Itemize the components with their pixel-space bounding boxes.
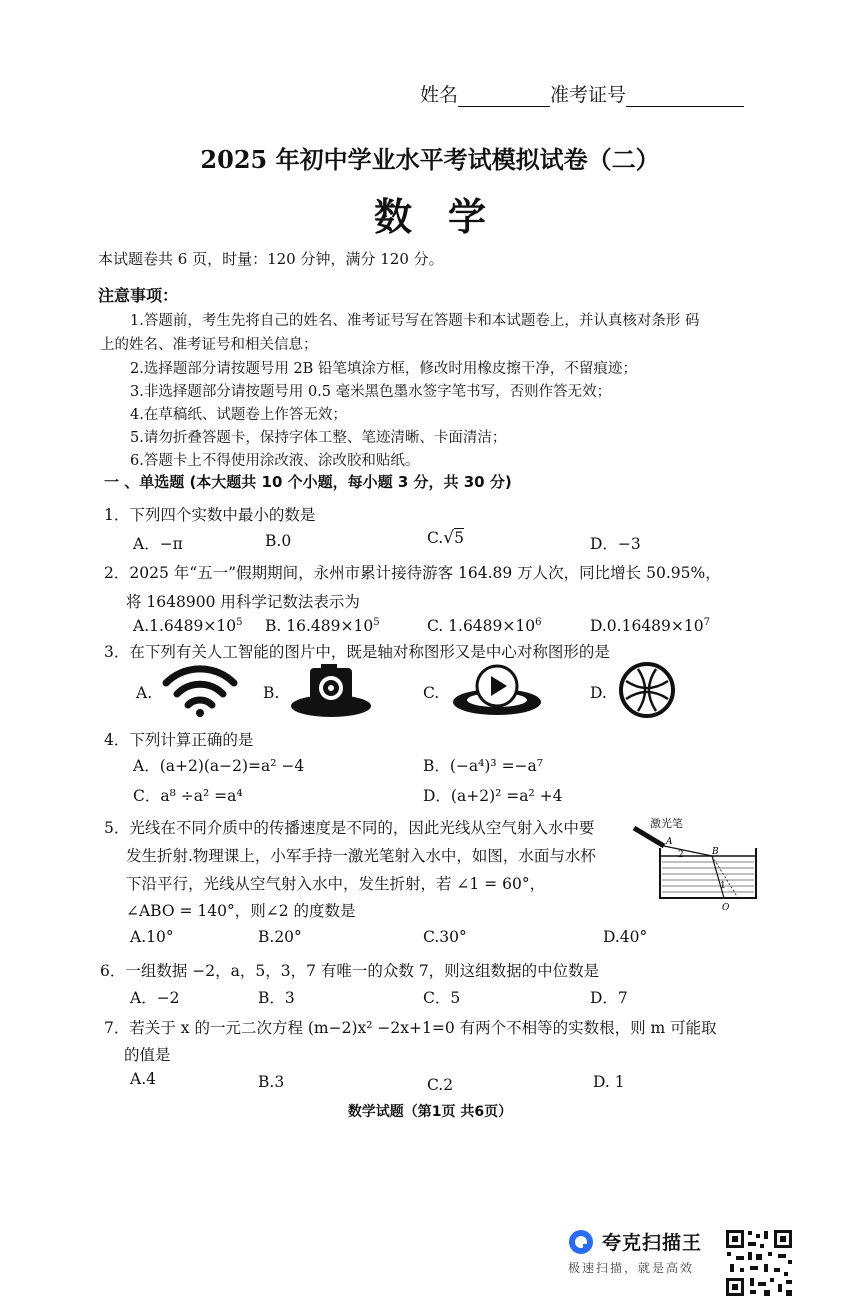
- scanner-slogan: 极速扫描，就是高效: [568, 1261, 695, 1275]
- note-item: 2.选择题部分请按题号用 2B 铅笔填涂方框，修改时用橡皮擦干净，不留痕迹；: [130, 361, 637, 377]
- exam-title: 2025 年初中学业水平考试模拟试卷（二）: [200, 145, 660, 174]
- q4-option-a: A．(a+2)(a−2)=a² −4: [133, 757, 305, 775]
- svg-text:2: 2: [678, 850, 684, 860]
- question-2-stem: 2．2025 年“五一”假期期间，永州市累计接待游客 164.89 万人次，同比增长 50.95%，: [104, 564, 721, 582]
- question-6-stem: 6．一组数据 −2，a，5，3，7 有唯一的众数 7，则这组数据的中位数是: [100, 962, 600, 980]
- id-blank: [626, 86, 744, 107]
- camera-icon: [290, 662, 372, 718]
- note-item: 3.非选择题部分请按题号用 0.5 毫米黑色墨水签字笔书写，否则作答无效；: [130, 384, 612, 400]
- q2-option-c: C. $1.6489\times 10^6$: [427, 617, 542, 636]
- q6-option-d: D．7: [590, 989, 628, 1007]
- question-5-line: 发生折射.物理课上，小军手持一激光笔射入水中，如图，水面与水杯: [126, 847, 596, 865]
- q6-option-b: B．3: [258, 989, 295, 1007]
- q7-option-b: B.3: [258, 1073, 285, 1091]
- q2-option-b: B. $16.489\times 10^5$: [265, 617, 380, 636]
- question-7-line: 的值是: [124, 1046, 171, 1064]
- svg-text:O: O: [722, 903, 730, 912]
- q2-option-d: $D.0.16489\times 10^7$: [590, 617, 710, 636]
- q5-option-b: B.20°: [258, 928, 302, 946]
- question-4-stem: 4．下列计算正确的是: [104, 731, 254, 749]
- scanner-brand-name: 夸克扫描王: [602, 1232, 703, 1254]
- question-7-line: 7．若关于 x 的一元二次方程 (m−2)x² −2x+1=0 有两个不相等的实数根，则 m 可能取: [104, 1019, 717, 1037]
- q6-option-c: C．5: [423, 989, 461, 1007]
- refraction-diagram: [628, 826, 768, 912]
- q1-option-a: A．−π: [133, 535, 183, 553]
- q5-option-c: C.30°: [423, 928, 467, 946]
- qr-code-icon[interactable]: [724, 1228, 794, 1298]
- q7-option-d: D. 1: [593, 1073, 625, 1091]
- notes-heading: 注意事项：: [98, 286, 179, 305]
- section-heading: 一 、单选题 (本大题共 10 个小题，每小题 3 分，共 30 分): [104, 473, 512, 491]
- q2-option-a: $A.1.6489\times 10^5$: [133, 617, 243, 636]
- question-3-stem: 3．在下列有关人工智能的图片中，既是轴对称图形又是中心对称图形的是: [104, 643, 610, 661]
- note-item: 5.请勿折叠答题卡，保持字体工整、笔迹清晰、卡面清洁；: [130, 430, 507, 446]
- play-button-icon: [451, 662, 543, 718]
- svg-text:1: 1: [720, 881, 726, 891]
- q4-option-b: B．(−a⁴)³ =−a⁷: [423, 757, 543, 775]
- q6-option-a: A．−2: [130, 989, 180, 1007]
- question-2-stem-cont: 将 1648900 用科学记数法表示为: [126, 593, 360, 611]
- scanner-watermark: [568, 1228, 702, 1276]
- q4-option-d: D．(a+2)² =a² +4: [423, 787, 563, 805]
- name-blank: [458, 86, 550, 107]
- wifi-icon: [162, 665, 238, 717]
- id-label: 准考证号: [550, 84, 627, 106]
- note-item: 6.答题卡上不得使用涂改液、涂改胶和贴纸。: [130, 453, 420, 469]
- subject-title: 数学: [373, 194, 522, 239]
- q1-option-d: D．−3: [590, 535, 641, 553]
- q4-option-c: C．a⁸ ÷a² =a⁴: [133, 787, 243, 805]
- candidate-info-header: [420, 80, 744, 107]
- note-item: 4.在草稿纸、试题卷上作答无效；: [130, 407, 347, 423]
- q3-option-b-label: B.: [263, 684, 280, 702]
- exam-intro: 本试题卷共 6 页，时量：120 分钟，满分 120 分。: [98, 250, 444, 268]
- name-label: 姓名: [420, 84, 459, 106]
- scanner-logo-icon: [568, 1229, 594, 1255]
- question-1-stem: 1．下列四个实数中最小的数是: [104, 506, 316, 524]
- q3-option-c-label: C.: [423, 684, 440, 702]
- q5-option-a: A.10°: [130, 928, 174, 946]
- svg-text:A: A: [666, 837, 673, 847]
- note-item: 上的姓名、准考证号和相关信息；: [100, 337, 318, 353]
- page-footer: 数学试题（第1页 共6页）: [347, 1104, 513, 1120]
- q5-option-d: D.40°: [603, 928, 648, 946]
- question-5-line: 5．光线在不同介质中的传播速度是不同的，因此光线从空气射入水中要: [104, 819, 595, 837]
- laser-label: 激光笔: [650, 817, 683, 830]
- q7-option-a: A.4: [130, 1070, 156, 1088]
- globe-icon: [618, 661, 676, 719]
- q3-option-d-label: D.: [590, 684, 607, 702]
- note-item: 1.答题前，考生先将自己的姓名、准考证号写在答题卡和本试题卷上，并认真核对条形 码: [130, 313, 700, 329]
- svg-text:B: B: [712, 847, 719, 857]
- question-5-line: 下沿平行，光线从空气射入水中，发生折射，若 ∠1 = 60°，: [126, 875, 546, 893]
- q1-option-b: B.0: [265, 532, 292, 550]
- q1-option-c: C.√5: [427, 528, 464, 548]
- q3-option-a-label: A.: [136, 684, 153, 702]
- question-5-line: ∠ABO = 140°，则∠2 的度数是: [126, 902, 356, 920]
- q7-option-c: C.2: [427, 1076, 454, 1094]
